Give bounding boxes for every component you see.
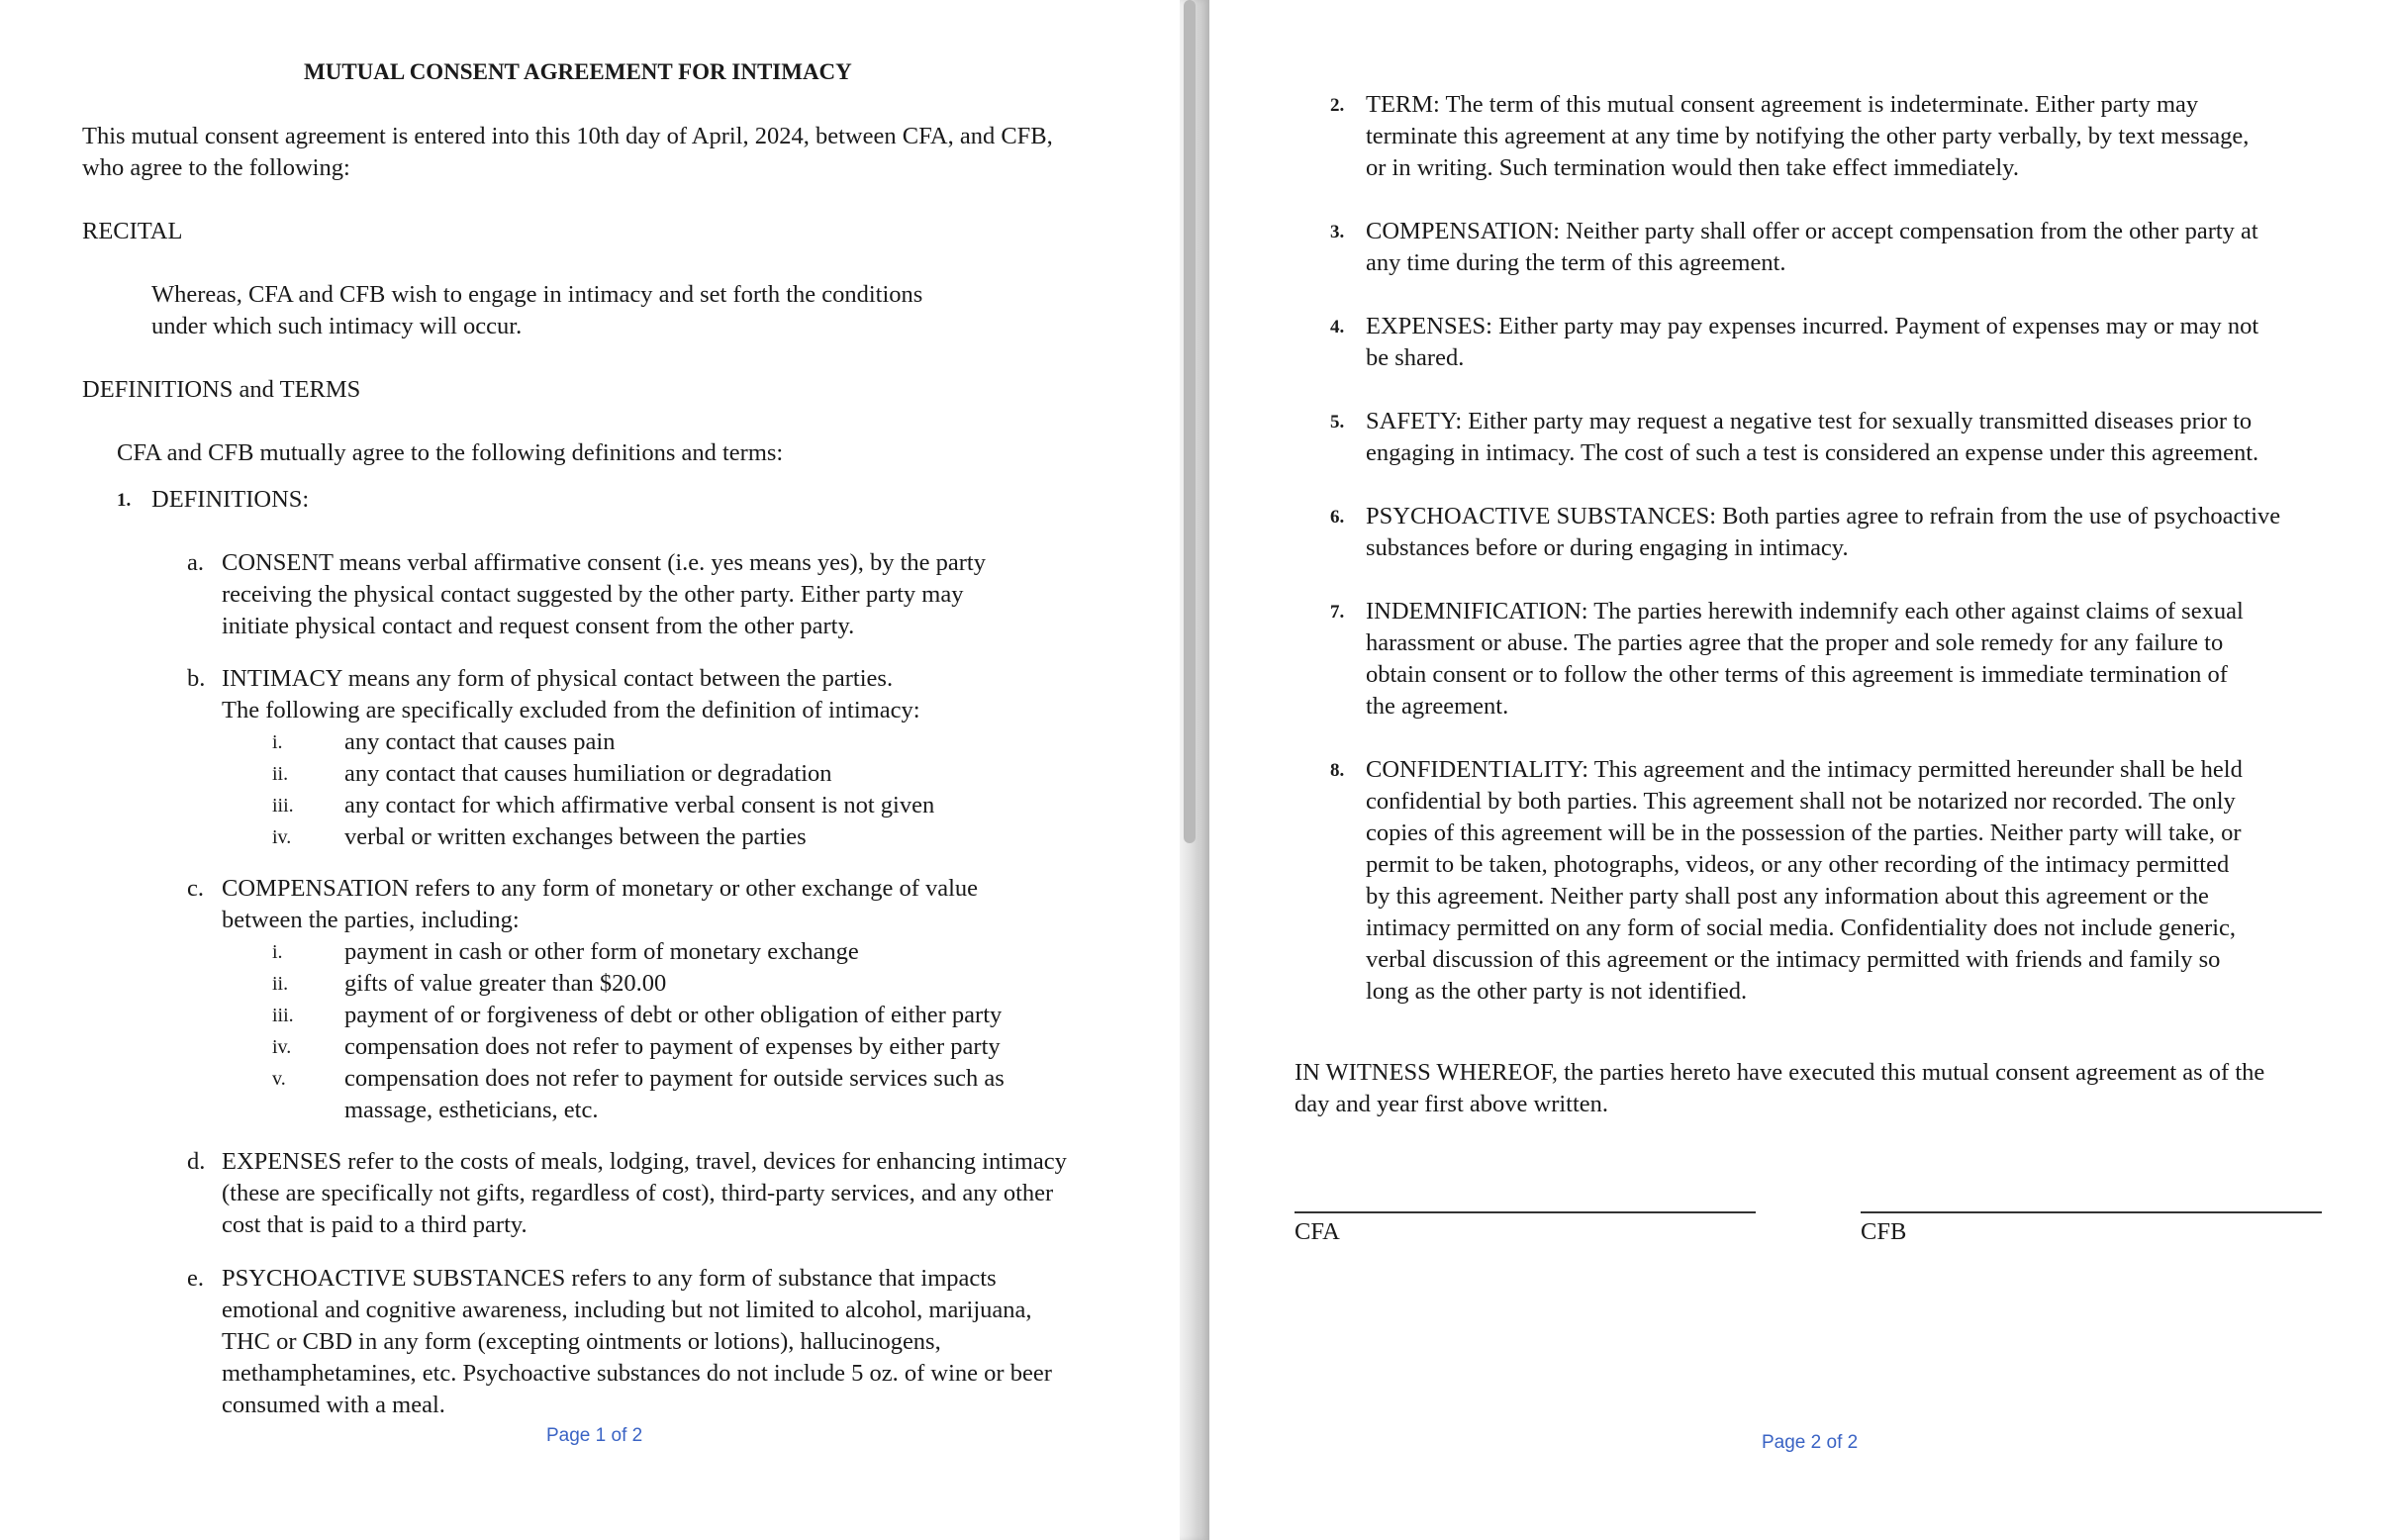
definition-line: EXPENSES refer to the costs of meals, lodging, travel, devices for enhancing intimacy — [222, 1148, 1067, 1175]
term-line: engaging in intimacy. The cost of such a test is considered an expense under this agreement. — [1366, 439, 2259, 466]
term-line: terminate this agreement at any time by notifying the other party verbally, by text message, — [1366, 123, 2250, 149]
term-line: the agreement. — [1366, 693, 1509, 720]
signature-label-cfa: CFA — [1295, 1218, 1340, 1245]
sub-item: any contact that causes pain — [344, 728, 616, 755]
definition-line: The following are specifically excluded from the definition of intimacy: — [222, 697, 920, 723]
intro-line: This mutual consent agreement is entered into this 10th day of April, 2024, between CFA, and CFB, — [82, 123, 1053, 149]
definition-line: COMPENSATION refers to any form of monetary or other exchange of value — [222, 875, 979, 902]
definitions-intro: CFA and CFB mutually agree to the following definitions and terms: — [117, 439, 784, 466]
sub-number: ii. — [272, 763, 289, 785]
term-line: copies of this agreement will be in the possession of the parties. Neither party will take, or — [1366, 819, 2242, 846]
sub-item: any contact that causes humiliation or degradation — [344, 760, 832, 787]
term-line: harassment or abuse. The parties agree that the proper and sole remedy for any failure to — [1366, 629, 2224, 656]
document-page-2 — [1209, 0, 2399, 1540]
recital-line: under which such intimacy will occur. — [151, 313, 523, 339]
sub-number: iii. — [272, 1005, 294, 1026]
page-footer: Page 2 of 2 — [1762, 1432, 1859, 1453]
term-line: obtain consent or to follow the other terms of this agreement is immediate termination of — [1366, 661, 2228, 688]
witness-line: IN WITNESS WHEREOF, the parties hereto have executed this mutual consent agreement as of the — [1295, 1059, 2265, 1086]
recital-line: Whereas, CFA and CFB wish to engage in intimacy and set forth the conditions — [151, 281, 923, 308]
sub-number: i. — [272, 731, 283, 753]
sub-item: payment in cash or other form of monetary exchange — [344, 938, 859, 965]
definition-line: PSYCHOACTIVE SUBSTANCES refers to any form of substance that impacts — [222, 1265, 997, 1292]
term-line: EXPENSES: Either party may pay expenses incurred. Payment of expenses may or may not — [1366, 313, 2259, 339]
definition-line: between the parties, including: — [222, 907, 520, 933]
sub-number: iii. — [272, 795, 294, 817]
term-line: long as the other party is not identified. — [1366, 978, 1748, 1005]
signature-line-cfb — [1861, 1211, 2322, 1213]
term-line: substances before or during engaging in intimacy. — [1366, 534, 1849, 561]
definition-line: consumed with a meal. — [222, 1392, 445, 1418]
definition-line: initiate physical contact and request consent from the other party. — [222, 613, 855, 639]
term-line: be shared. — [1366, 344, 1465, 371]
definition-letter: e. — [187, 1265, 204, 1292]
item-number: 3. — [1330, 222, 1345, 242]
definition-line: CONSENT means verbal affirmative consent (i.e. yes means yes), by the party — [222, 549, 986, 576]
sub-item: any contact for which affirmative verbal consent is not given — [344, 792, 935, 818]
sub-item: compensation does not refer to payment of expenses by either party — [344, 1033, 1001, 1060]
sub-number: iv. — [272, 1036, 292, 1058]
term-line: verbal discussion of this agreement or the intimacy permitted with friends and family so — [1366, 946, 2221, 973]
sub-number: i. — [272, 941, 283, 963]
sub-item: payment of or forgiveness of debt or other obligation of either party — [344, 1002, 1003, 1028]
item-number: 8. — [1330, 760, 1345, 781]
term-line: permit to be taken, photographs, videos, or any other recording of the intimacy permitted — [1366, 851, 2230, 878]
definition-line: emotional and cognitive awareness, including but not limited to alcohol, marijuana, — [222, 1297, 1032, 1323]
sub-item: verbal or written exchanges between the parties — [344, 823, 807, 850]
term-line: confidential by both parties. This agreement shall not be notarized nor recorded. The only — [1366, 788, 2236, 815]
sub-item: compensation does not refer to payment for outside services such as — [344, 1065, 1005, 1092]
definition-line: (these are specifically not gifts, regardless of cost), third-party services, and any other — [222, 1180, 1054, 1206]
sub-number: iv. — [272, 826, 292, 848]
term-line: TERM: The term of this mutual consent agreement is indeterminate. Either party may — [1366, 91, 2199, 118]
term-line: CONFIDENTIALITY: This agreement and the intimacy permitted hereunder shall be held — [1366, 756, 2243, 783]
sub-number: v. — [272, 1068, 286, 1090]
item-number: 1. — [117, 490, 132, 511]
term-line: SAFETY: Either party may request a negative test for sexually transmitted diseases prior to — [1366, 408, 2253, 434]
term-line: any time during the term of this agreement. — [1366, 249, 1786, 276]
definition-letter: c. — [187, 875, 204, 902]
vertical-scrollbar-thumb[interactable] — [1184, 0, 1196, 843]
definition-letter: b. — [187, 665, 206, 692]
definition-line: receiving the physical contact suggested by the other party. Either party may — [222, 581, 964, 608]
definitions-heading: DEFINITIONS and TERMS — [82, 376, 361, 403]
page-footer: Page 1 of 2 — [546, 1425, 643, 1446]
term-line: or in writing. Such termination would then take effect immediately. — [1366, 154, 2019, 181]
term-line: COMPENSATION: Neither party shall offer or accept compensation from the other party at — [1366, 218, 2258, 244]
definitions-label: DEFINITIONS: — [151, 486, 310, 513]
signature-label-cfb: CFB — [1861, 1218, 1907, 1245]
definition-letter: a. — [187, 549, 204, 576]
document-page-1 — [0, 0, 1180, 1540]
term-line: by this agreement. Neither party shall post any information about this agreement or the — [1366, 883, 2209, 910]
definition-letter: d. — [187, 1148, 206, 1175]
intro-line: who agree to the following: — [82, 154, 350, 181]
item-number: 4. — [1330, 317, 1345, 337]
item-number: 6. — [1330, 507, 1345, 528]
recital-heading: RECITAL — [82, 218, 183, 244]
definition-line: cost that is paid to a third party. — [222, 1211, 528, 1238]
sub-item-continued: massage, estheticians, etc. — [344, 1097, 599, 1123]
item-number: 2. — [1330, 95, 1345, 116]
term-line: PSYCHOACTIVE SUBSTANCES: Both parties agree to refrain from the use of psychoactive — [1366, 503, 2281, 529]
sub-item: gifts of value greater than $20.00 — [344, 970, 667, 997]
definition-line: INTIMACY means any form of physical contact between the parties. — [222, 665, 894, 692]
term-line: intimacy permitted on any form of social media. Confidentiality does not include generic, — [1366, 914, 2237, 941]
sub-number: ii. — [272, 973, 289, 995]
definition-line: THC or CBD in any form (excepting ointments or lotions), hallucinogens, — [222, 1328, 941, 1355]
witness-line: day and year first above written. — [1295, 1091, 1609, 1117]
document-title: MUTUAL CONSENT AGREEMENT FOR INTIMACY — [304, 59, 852, 84]
definition-line: methamphetamines, etc. Psychoactive substances do not include 5 oz. of wine or beer — [222, 1360, 1052, 1387]
term-line: INDEMNIFICATION: The parties herewith indemnify each other against claims of sexual — [1366, 598, 2244, 625]
signature-line-cfa — [1295, 1211, 1756, 1213]
item-number: 7. — [1330, 602, 1345, 623]
item-number: 5. — [1330, 412, 1345, 433]
